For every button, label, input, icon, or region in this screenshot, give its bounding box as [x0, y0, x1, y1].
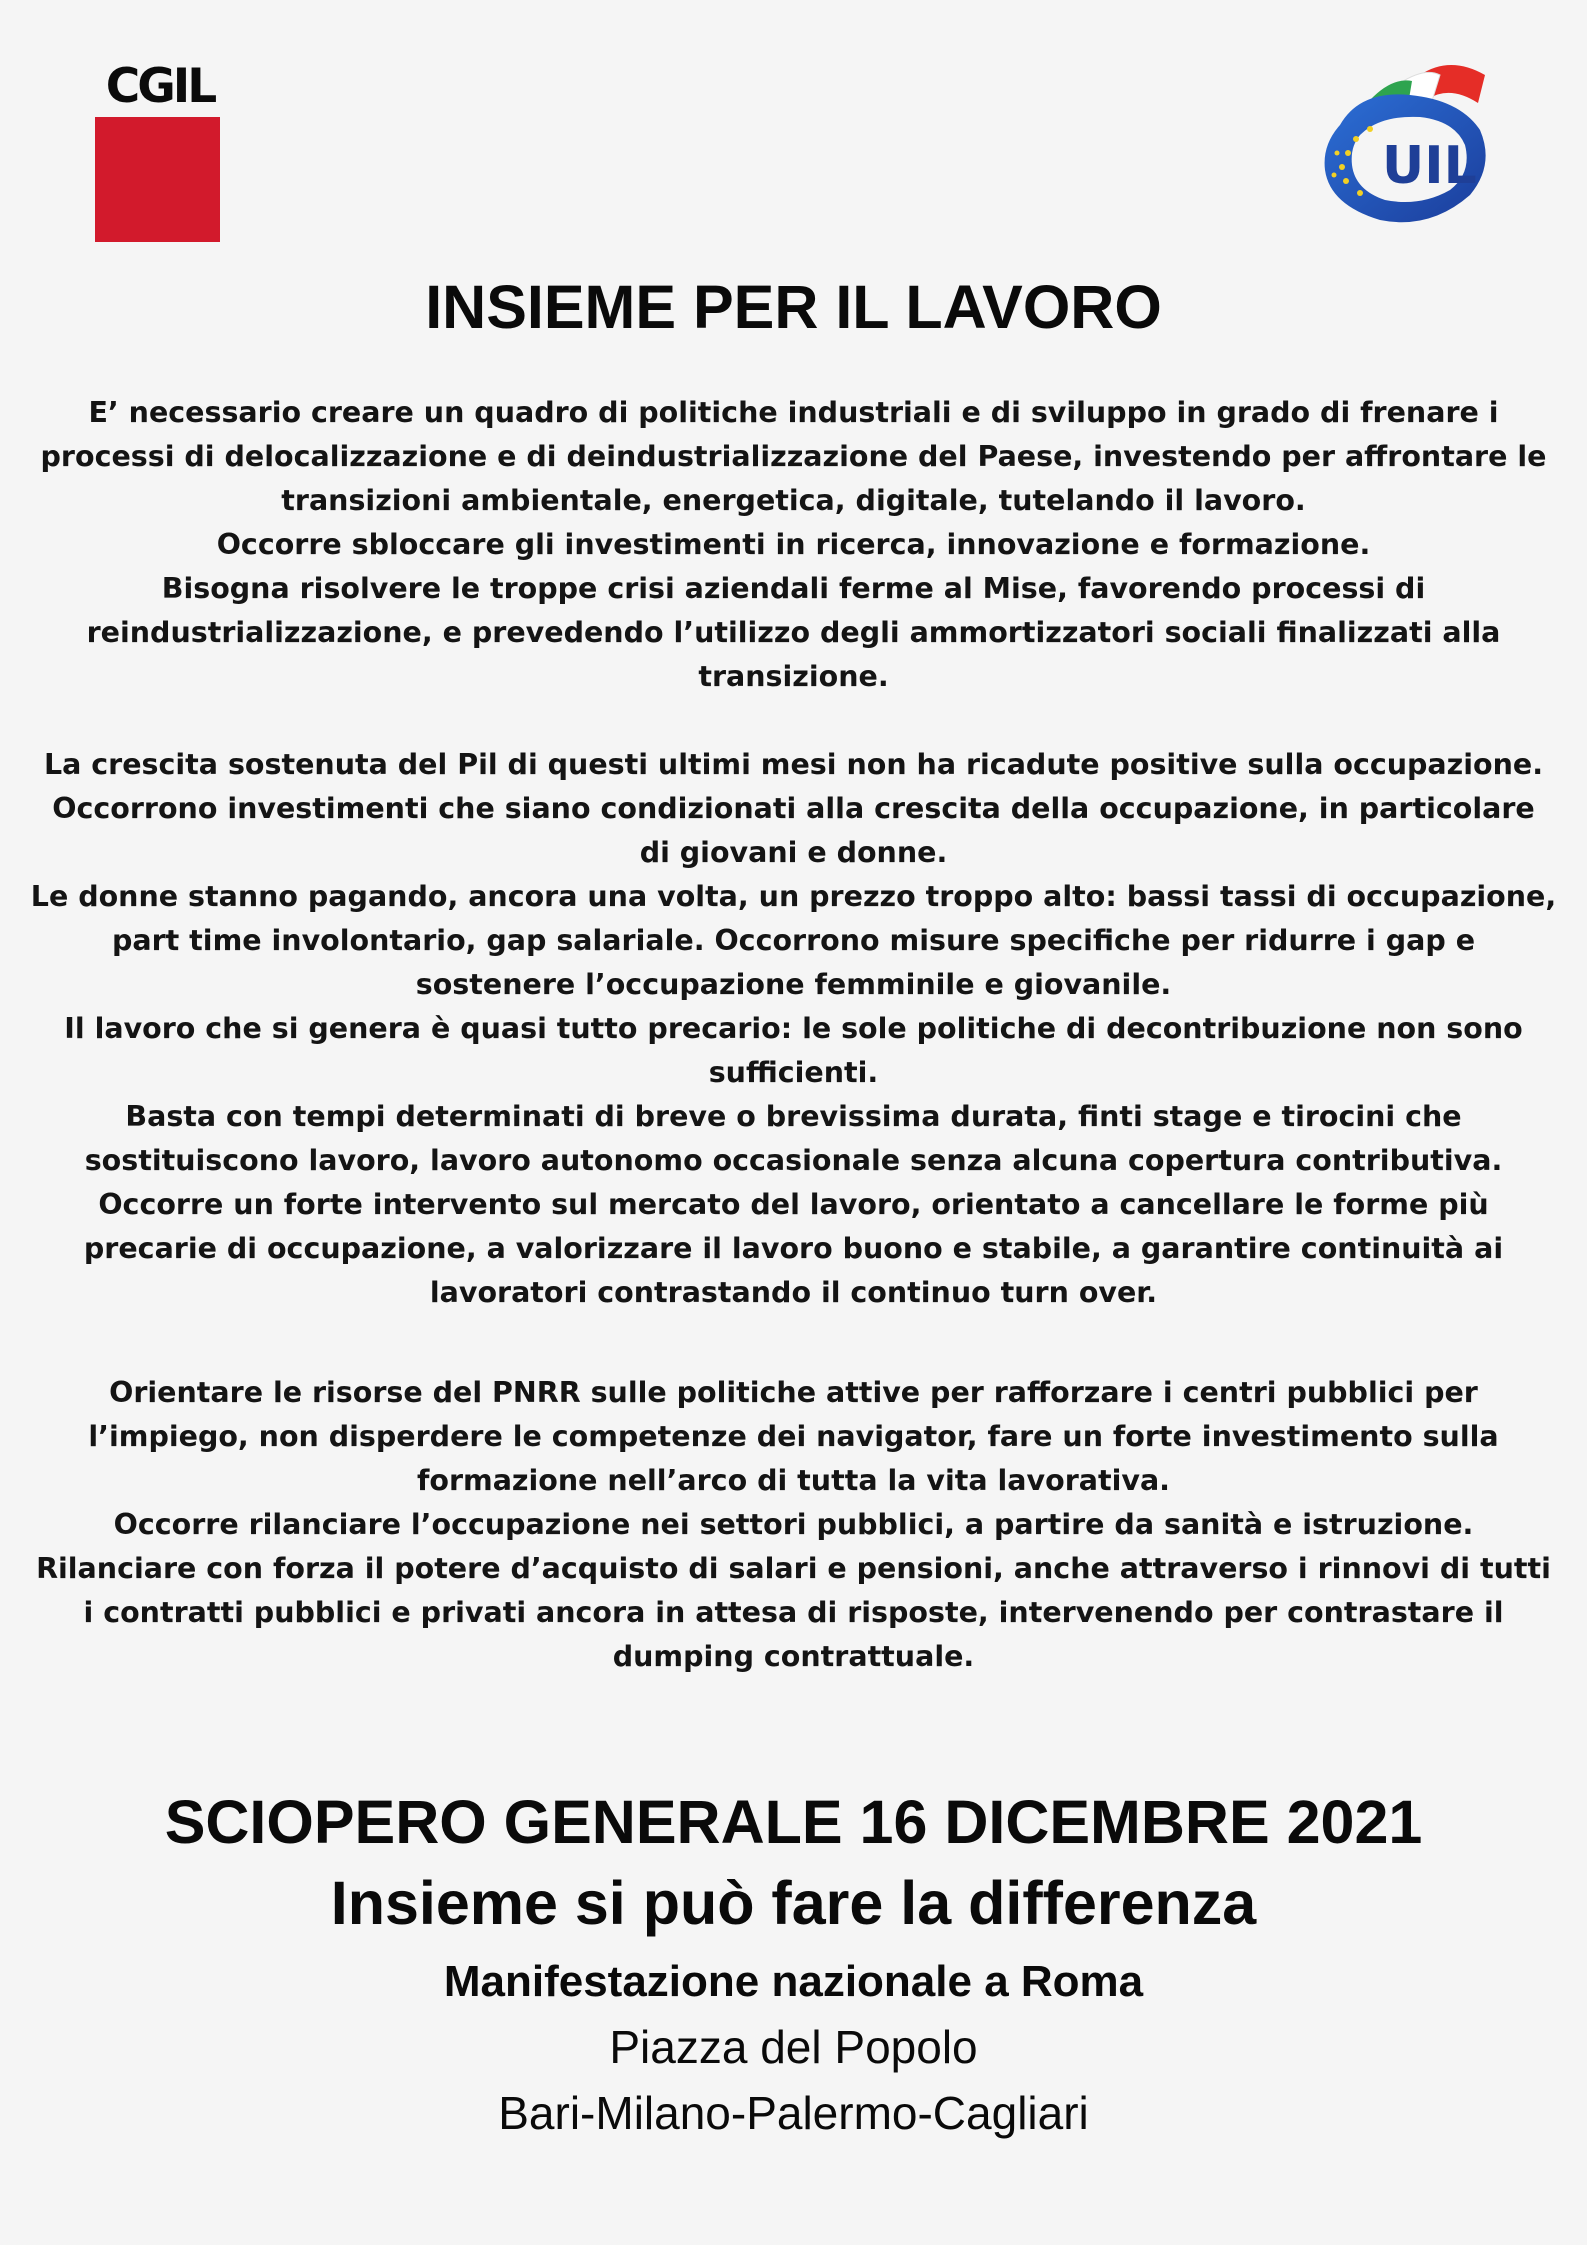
text-line: sostituiscono lavoro, lavoro autonomo occasionale senza alcuna copertura contributiva. [84, 1144, 1503, 1177]
paragraph-3 [30, 1371, 1557, 1679]
text-line: part time involontario, gap salariale. Occorrono misure specifiche per ridurre i gap e [111, 924, 1476, 957]
demonstration-heading: Manifestazione nazionale a Roma [443, 1957, 1144, 2006]
text-line: transizione. [698, 660, 889, 693]
text-line: Occorre rilanciare l’occupazione nei settori pubblici, a partire da sanità e istruzione. [113, 1508, 1474, 1541]
text-line: transizioni ambientale, energetica, digitale, tutelando il lavoro. [281, 484, 1306, 517]
strike-heading: SCIOPERO GENERALE 16 DICEMBRE 2021 [164, 1788, 1423, 1856]
cgil-logo-text: CGIL [105, 59, 215, 114]
text-line: Il lavoro che si genera è quasi tutto precario: le sole politiche di decontribuzione non sono [64, 1012, 1523, 1045]
text-line: l’impiego, non disperdere le competenze dei navigator, fare un forte investimento sulla [88, 1420, 1499, 1453]
demonstration-place: Piazza del Popolo [609, 2021, 978, 2073]
body-text [30, 391, 1557, 1679]
cgil-logo-red-square [95, 117, 220, 242]
uil-logo-text: UIL [1382, 136, 1477, 196]
slogan: Insieme si può fare la differenza [330, 1869, 1257, 1937]
text-line: reindustrializzazione, e prevedendo l’utilizzo degli ammortizzatori sociali finalizzati alla [86, 616, 1501, 649]
text-line: Occorre sbloccare gli investimenti in ricerca, innovazione e formazione. [216, 528, 1371, 561]
paragraph-spacer [30, 1315, 1557, 1371]
text-line: i contratti pubblici e privati ancora in attesa di risposte, intervenendo per contrastare il [83, 1596, 1504, 1629]
paragraph-1 [30, 391, 1557, 699]
uil-logo-icon [1300, 55, 1510, 245]
demonstration-cities: Bari-Milano-Palermo-Cagliari [498, 2087, 1089, 2139]
text-line: precarie di occupazione, a valorizzare il lavoro buono e stabile, a garantire continuità ai [83, 1232, 1504, 1265]
uil-logo [1300, 55, 1510, 245]
text-line: Rilanciare con forza il potere d’acquisto di salari e pensioni, anche attraverso i rinnovi di tutti [36, 1552, 1551, 1585]
text-line: Basta con tempi determinati di breve o brevissima durata, finti stage e tirocini che [125, 1100, 1462, 1133]
text-line: sufficienti. [708, 1056, 879, 1089]
text-line: La crescita sostenuta del Pil di questi ultimi mesi non ha ricadute positive sulla occupazione. [43, 748, 1544, 781]
text-line: formazione nell’arco di tutta la vita lavorativa. [416, 1464, 1171, 1497]
paragraph-spacer [30, 699, 1557, 743]
text-line: Orientare le risorse del PNRR sulle politiche attive per rafforzare i centri pubblici per [109, 1376, 1478, 1409]
text-line: Occorrono investimenti che siano condizionati alla crescita della occupazione, in particolare [52, 792, 1535, 825]
text-line: E’ necessario creare un quadro di politiche industriali e di sviluppo in grado di frenare i [88, 396, 1499, 429]
text-line: Bisogna risolvere le troppe crisi aziendali ferme al Mise, favorendo processi di [161, 572, 1426, 605]
text-line: lavoratori contrastando il continuo turn over. [429, 1276, 1158, 1309]
paragraph-2 [30, 743, 1557, 1315]
page-title: INSIEME PER IL LAVORO [425, 273, 1162, 341]
text-line: sostenere l’occupazione femminile e giovanile. [415, 968, 1172, 1001]
text-line: dumping contrattuale. [612, 1640, 975, 1673]
text-line: Le donne stanno pagando, ancora una volta, un prezzo troppo alto: bassi tassi di occupazione, [30, 880, 1557, 913]
footer [0, 1787, 1587, 2141]
cgil-logo [95, 59, 225, 242]
text-line: processi di delocalizzazione e di deindustrializzazione del Paese, investendo per affrontare le [40, 440, 1547, 473]
text-line: Occorre un forte intervento sul mercato del lavoro, orientato a cancellare le forme più [98, 1188, 1489, 1221]
text-line: di giovani e donne. [639, 836, 948, 869]
